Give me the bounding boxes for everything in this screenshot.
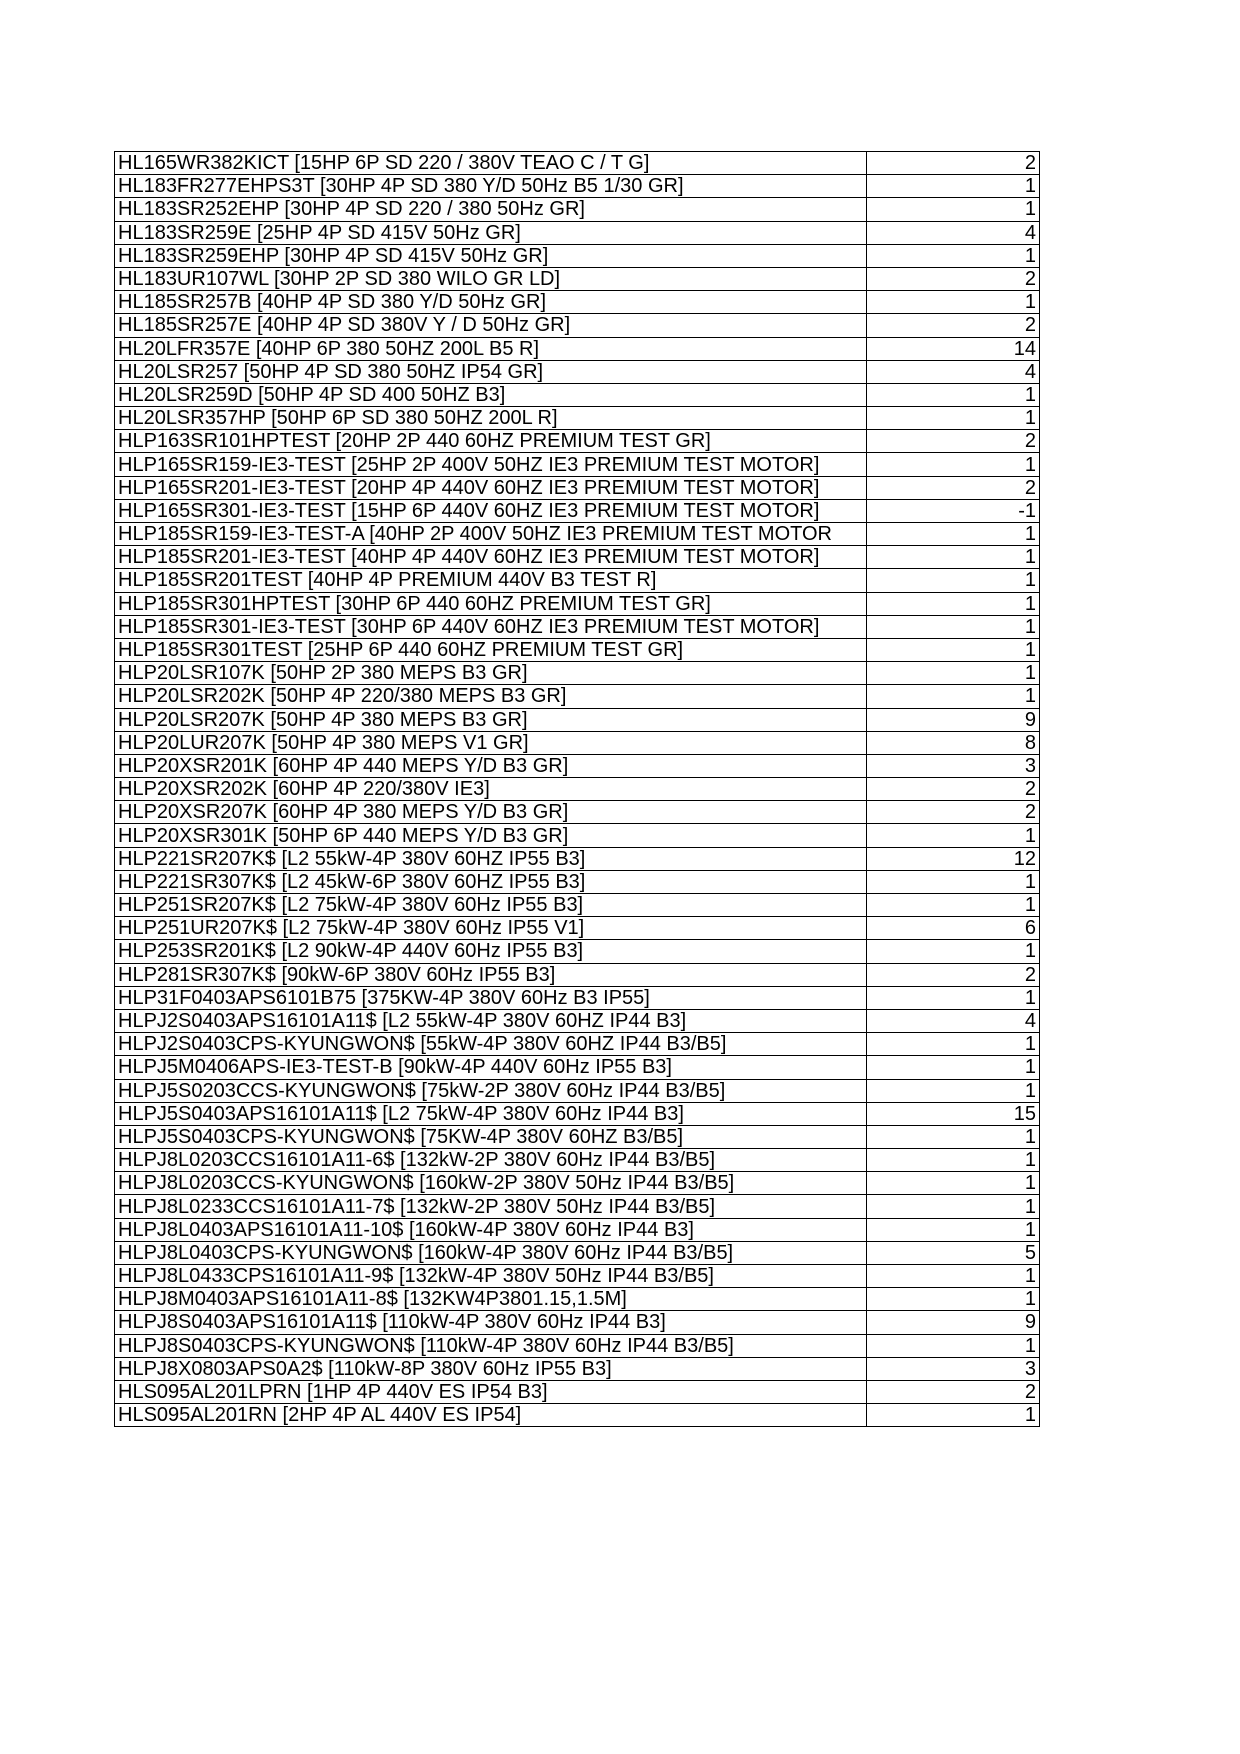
- table-row: [115, 1218, 1040, 1241]
- item-quantity-cell: 8: [867, 731, 1040, 754]
- item-description-cell: HLP20LSR202K [50HP 4P 220/380 MEPS B3 GR]: [115, 685, 867, 708]
- item-quantity-cell: 1: [867, 1195, 1040, 1218]
- table-row: [115, 615, 1040, 638]
- item-quantity-cell: 3: [867, 1357, 1040, 1380]
- item-description-cell: HLPJ8L0203CCS-KYUNGWON$ [160kW-2P 380V 50Hz IP44 B3/B5]: [115, 1172, 867, 1195]
- table-row: [115, 592, 1040, 615]
- item-quantity-cell: 2: [867, 430, 1040, 453]
- table-row: [115, 407, 1040, 430]
- item-quantity-cell: 1: [867, 291, 1040, 314]
- item-quantity-cell: 1: [867, 175, 1040, 198]
- item-description-cell: HLPJ8L0403APS16101A11-10$ [160kW-4P 380V 60Hz IP44 B3]: [115, 1218, 867, 1241]
- table-row: [115, 453, 1040, 476]
- item-quantity-cell: 9: [867, 708, 1040, 731]
- item-description-cell: HLP185SR201-IE3-TEST [40HP 4P 440V 60HZ IE3 PREMIUM TEST MOTOR]: [115, 546, 867, 569]
- item-description-cell: HLPJ8M0403APS16101A11-8$ [132KW4P3801.15,1.5M]: [115, 1288, 867, 1311]
- table-row: [115, 198, 1040, 221]
- item-quantity-cell: 4: [867, 1009, 1040, 1032]
- item-description-cell: HL185SR257E [40HP 4P SD 380V Y / D 50Hz GR]: [115, 314, 867, 337]
- item-quantity-cell: 1: [867, 1404, 1040, 1427]
- item-quantity-cell: 1: [867, 546, 1040, 569]
- table-row: [115, 1149, 1040, 1172]
- table-row: [115, 847, 1040, 870]
- item-description-cell: HLP253SR201K$ [L2 90kW-4P 440V 60Hz IP55 B3]: [115, 940, 867, 963]
- table-row: [115, 546, 1040, 569]
- table-row: [115, 917, 1040, 940]
- table-row: [115, 244, 1040, 267]
- table-row: [115, 152, 1040, 175]
- item-description-cell: HLP221SR207K$ [L2 55kW-4P 380V 60HZ IP55 B3]: [115, 847, 867, 870]
- item-description-cell: HLPJ8L0203CCS16101A11-6$ [132kW-2P 380V 60Hz IP44 B3/B5]: [115, 1149, 867, 1172]
- item-quantity-cell: 2: [867, 314, 1040, 337]
- item-description-cell: HL183SR259EHP [30HP 4P SD 415V 50Hz GR]: [115, 244, 867, 267]
- item-description-cell: HLP20XSR201K [60HP 4P 440 MEPS Y/D B3 GR]: [115, 754, 867, 777]
- table-row: [115, 963, 1040, 986]
- item-quantity-cell: 2: [867, 778, 1040, 801]
- table-row: [115, 894, 1040, 917]
- table-row: [115, 175, 1040, 198]
- item-quantity-cell: 2: [867, 267, 1040, 290]
- item-quantity-cell: 1: [867, 615, 1040, 638]
- item-description-cell: HLP20XSR301K [50HP 6P 440 MEPS Y/D B3 GR]: [115, 824, 867, 847]
- item-description-cell: HLP251SR207K$ [L2 75kW-4P 380V 60Hz IP55 B3]: [115, 894, 867, 917]
- item-quantity-cell: 1: [867, 940, 1040, 963]
- item-quantity-cell: 1: [867, 1288, 1040, 1311]
- table-row: [115, 1334, 1040, 1357]
- table-row: [115, 1311, 1040, 1334]
- item-quantity-cell: 1: [867, 198, 1040, 221]
- item-description-cell: HLPJ5S0403CPS-KYUNGWON$ [75KW-4P 380V 60HZ B3/B5]: [115, 1125, 867, 1148]
- table-row: [115, 1056, 1040, 1079]
- item-quantity-cell: 1: [867, 1079, 1040, 1102]
- table-row: [115, 986, 1040, 1009]
- table-row: [115, 1172, 1040, 1195]
- table-row: [115, 383, 1040, 406]
- table-row: [115, 778, 1040, 801]
- item-quantity-cell: 1: [867, 824, 1040, 847]
- item-quantity-cell: 2: [867, 476, 1040, 499]
- item-quantity-cell: 1: [867, 1265, 1040, 1288]
- table-row: [115, 337, 1040, 360]
- item-quantity-cell: 1: [867, 870, 1040, 893]
- item-description-cell: HLP165SR159-IE3-TEST [25HP 2P 400V 50HZ IE3 PREMIUM TEST MOTOR]: [115, 453, 867, 476]
- item-description-cell: HLPJ5S0203CCS-KYUNGWON$ [75kW-2P 380V 60Hz IP44 B3/B5]: [115, 1079, 867, 1102]
- item-description-cell: HLPJ5M0406APS-IE3-TEST-B [90kW-4P 440V 60Hz IP55 B3]: [115, 1056, 867, 1079]
- item-description-cell: HLS095AL201LPRN [1HP 4P 440V ES IP54 B3]: [115, 1380, 867, 1403]
- table-row: [115, 499, 1040, 522]
- table-row: [115, 1125, 1040, 1148]
- item-quantity-cell: 1: [867, 1149, 1040, 1172]
- item-quantity-cell: 1: [867, 1056, 1040, 1079]
- table-row: [115, 291, 1040, 314]
- table-row: [115, 314, 1040, 337]
- item-quantity-cell: 1: [867, 453, 1040, 476]
- item-quantity-cell: 5: [867, 1241, 1040, 1264]
- item-quantity-cell: 1: [867, 638, 1040, 661]
- table-row: [115, 638, 1040, 661]
- item-description-cell: HL20LSR357HP [50HP 6P SD 380 50HZ 200L R]: [115, 407, 867, 430]
- item-description-cell: HLP20LSR207K [50HP 4P 380 MEPS B3 GR]: [115, 708, 867, 731]
- item-description-cell: HLPJ8L0403CPS-KYUNGWON$ [160kW-4P 380V 60Hz IP44 B3/B5]: [115, 1241, 867, 1264]
- item-quantity-cell: 4: [867, 221, 1040, 244]
- item-description-cell: HLP185SR201TEST [40HP 4P PREMIUM 440V B3 TEST R]: [115, 569, 867, 592]
- item-quantity-cell: 9: [867, 1311, 1040, 1334]
- item-description-cell: HLPJ2S0403CPS-KYUNGWON$ [55kW-4P 380V 60HZ IP44 B3/B5]: [115, 1033, 867, 1056]
- table-row: [115, 1288, 1040, 1311]
- item-quantity-cell: 4: [867, 360, 1040, 383]
- item-quantity-cell: -1: [867, 499, 1040, 522]
- table-row: [115, 1009, 1040, 1032]
- item-description-cell: HL20LFR357E [40HP 6P 380 50HZ 200L B5 R]: [115, 337, 867, 360]
- item-quantity-cell: 1: [867, 383, 1040, 406]
- item-description-cell: HLP165SR201-IE3-TEST [20HP 4P 440V 60HZ IE3 PREMIUM TEST MOTOR]: [115, 476, 867, 499]
- item-description-cell: HLPJ8X0803APS0A2$ [110kW-8P 380V 60Hz IP55 B3]: [115, 1357, 867, 1380]
- item-description-cell: HLP185SR301-IE3-TEST [30HP 6P 440V 60HZ IE3 PREMIUM TEST MOTOR]: [115, 615, 867, 638]
- table-row: [115, 1265, 1040, 1288]
- table-row: [115, 1404, 1040, 1427]
- item-quantity-cell: 15: [867, 1102, 1040, 1125]
- item-description-cell: HLPJ5S0403APS16101A11$ [L2 75kW-4P 380V 60Hz IP44 B3]: [115, 1102, 867, 1125]
- item-description-cell: HL20LSR259D [50HP 4P SD 400 50HZ B3]: [115, 383, 867, 406]
- item-description-cell: HLPJ8S0403CPS-KYUNGWON$ [110kW-4P 380V 60Hz IP44 B3/B5]: [115, 1334, 867, 1357]
- item-description-cell: HL20LSR257 [50HP 4P SD 380 50HZ IP54 GR]: [115, 360, 867, 383]
- table-row: [115, 685, 1040, 708]
- item-quantity-cell: 1: [867, 685, 1040, 708]
- item-quantity-cell: 1: [867, 1033, 1040, 1056]
- table-row: [115, 731, 1040, 754]
- item-description-cell: HLP20XSR207K [60HP 4P 380 MEPS Y/D B3 GR]: [115, 801, 867, 824]
- item-description-cell: HL183UR107WL [30HP 2P SD 380 WILO GR LD]: [115, 267, 867, 290]
- item-quantity-cell: 1: [867, 1125, 1040, 1148]
- item-description-cell: HLP221SR307K$ [L2 45kW-6P 380V 60HZ IP55 B3]: [115, 870, 867, 893]
- item-description-cell: HLP165SR301-IE3-TEST [15HP 6P 440V 60HZ IE3 PREMIUM TEST MOTOR]: [115, 499, 867, 522]
- item-quantity-cell: 2: [867, 1380, 1040, 1403]
- inventory-table-body: [115, 152, 1040, 1427]
- table-row: [115, 824, 1040, 847]
- item-description-cell: HLP31F0403APS6101B75 [375KW-4P 380V 60Hz B3 IP55]: [115, 986, 867, 1009]
- item-description-cell: HLPJ2S0403APS16101A11$ [L2 55kW-4P 380V 60HZ IP44 B3]: [115, 1009, 867, 1032]
- table-row: [115, 708, 1040, 731]
- item-quantity-cell: 2: [867, 963, 1040, 986]
- item-description-cell: HL183SR259E [25HP 4P SD 415V 50Hz GR]: [115, 221, 867, 244]
- table-row: [115, 754, 1040, 777]
- item-description-cell: HLS095AL201RN [2HP 4P AL 440V ES IP54]: [115, 1404, 867, 1427]
- table-row: [115, 476, 1040, 499]
- item-description-cell: HLP185SR301TEST [25HP 6P 440 60HZ PREMIUM TEST GR]: [115, 638, 867, 661]
- table-row: [115, 801, 1040, 824]
- item-quantity-cell: 1: [867, 1218, 1040, 1241]
- table-row: [115, 870, 1040, 893]
- item-description-cell: HLP163SR101HPTEST [20HP 2P 440 60HZ PREMIUM TEST GR]: [115, 430, 867, 453]
- item-quantity-cell: 2: [867, 152, 1040, 175]
- item-quantity-cell: 1: [867, 244, 1040, 267]
- table-row: [115, 360, 1040, 383]
- item-quantity-cell: 3: [867, 754, 1040, 777]
- item-quantity-cell: 2: [867, 801, 1040, 824]
- item-description-cell: HL183SR252EHP [30HP 4P SD 220 / 380 50Hz GR]: [115, 198, 867, 221]
- item-quantity-cell: 1: [867, 662, 1040, 685]
- item-description-cell: HLPJ8S0403APS16101A11$ [110kW-4P 380V 60Hz IP44 B3]: [115, 1311, 867, 1334]
- table-row: [115, 1241, 1040, 1264]
- item-description-cell: HL165WR382KICT [15HP 6P SD 220 / 380V TEAO C / T G]: [115, 152, 867, 175]
- table-row: [115, 1195, 1040, 1218]
- item-description-cell: HLP281SR307K$ [90kW-6P 380V 60Hz IP55 B3]: [115, 963, 867, 986]
- item-description-cell: HLP185SR159-IE3-TEST-A [40HP 2P 400V 50HZ IE3 PREMIUM TEST MOTOR: [115, 523, 867, 546]
- item-quantity-cell: 1: [867, 592, 1040, 615]
- table-row: [115, 1102, 1040, 1125]
- table-row: [115, 569, 1040, 592]
- item-quantity-cell: 6: [867, 917, 1040, 940]
- item-quantity-cell: 12: [867, 847, 1040, 870]
- item-description-cell: HLPJ8L0433CPS16101A11-9$ [132kW-4P 380V 50Hz IP44 B3/B5]: [115, 1265, 867, 1288]
- item-quantity-cell: 1: [867, 523, 1040, 546]
- item-quantity-cell: 1: [867, 407, 1040, 430]
- item-quantity-cell: 1: [867, 1172, 1040, 1195]
- item-description-cell: HLP20XSR202K [60HP 4P 220/380V IE3]: [115, 778, 867, 801]
- item-description-cell: HLP20LUR207K [50HP 4P 380 MEPS V1 GR]: [115, 731, 867, 754]
- item-description-cell: HLP185SR301HPTEST [30HP 6P 440 60HZ PREMIUM TEST GR]: [115, 592, 867, 615]
- item-quantity-cell: 14: [867, 337, 1040, 360]
- item-quantity-cell: 1: [867, 986, 1040, 1009]
- table-row: [115, 662, 1040, 685]
- item-description-cell: HL183FR277EHPS3T [30HP 4P SD 380 Y/D 50Hz B5 1/30 GR]: [115, 175, 867, 198]
- table-row: [115, 430, 1040, 453]
- inventory-table: [114, 151, 1040, 1427]
- table-row: [115, 1357, 1040, 1380]
- table-row: [115, 1380, 1040, 1403]
- item-quantity-cell: 1: [867, 894, 1040, 917]
- table-row: [115, 523, 1040, 546]
- table-row: [115, 221, 1040, 244]
- item-quantity-cell: 1: [867, 569, 1040, 592]
- item-description-cell: HLP251UR207K$ [L2 75kW-4P 380V 60Hz IP55 V1]: [115, 917, 867, 940]
- table-row: [115, 267, 1040, 290]
- item-description-cell: HL185SR257B [40HP 4P SD 380 Y/D 50Hz GR]: [115, 291, 867, 314]
- item-description-cell: HLPJ8L0233CCS16101A11-7$ [132kW-2P 380V 50Hz IP44 B3/B5]: [115, 1195, 867, 1218]
- item-quantity-cell: 1: [867, 1334, 1040, 1357]
- item-description-cell: HLP20LSR107K [50HP 2P 380 MEPS B3 GR]: [115, 662, 867, 685]
- table-row: [115, 1079, 1040, 1102]
- table-row: [115, 1033, 1040, 1056]
- table-row: [115, 940, 1040, 963]
